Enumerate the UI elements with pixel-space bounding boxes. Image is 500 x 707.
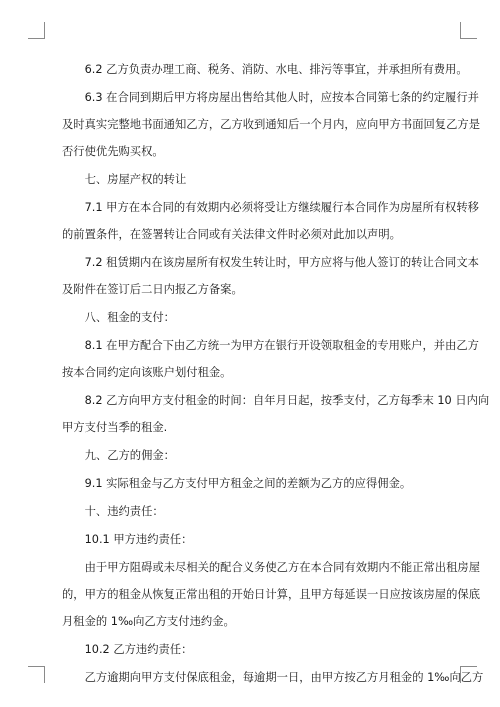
clause-7-1-line-2: 的前置条件，在签署转让合同或有关法律文件时必须对此加以声明。	[62, 228, 401, 241]
clause-7-2-line-2: 及附件在签订后二日内报乙方备案。	[62, 283, 243, 296]
clause-8-1-line-1: 8.1 在甲方配合下由乙方统一为甲方在银行开设领取租金的专用账户，并由乙方	[62, 339, 479, 352]
clause-6-3-line-3: 否行使优先购买权。	[62, 145, 164, 158]
crop-mark-top-right	[460, 22, 477, 39]
clause-8-2-line-1: 8.2 乙方向甲方支付租金的时间：自年月日起，按季支付，乙方每季末 10 日内向	[62, 394, 490, 407]
clause-6-3-line-2: 及时真实完整地书面通知乙方，乙方收到通知后一个月内，应向甲方书面回复乙方是	[62, 118, 480, 131]
clause-6-2: 6.2 乙方负责办理工商、税务、消防、水电、排污等事宜，并承担所有费用。	[62, 63, 468, 76]
clause-10-2-line-1: 乙方逾期向甲方支付保底租金，每逾期一日，由甲方按乙方月租金的 1‰向乙方	[62, 671, 484, 684]
clause-9-1: 9.1 实际租金与乙方支付甲方租金之间的差额为乙方的应得佣金。	[62, 477, 412, 490]
clause-10-1-line-2: 的，甲方的租金从恢复正常出租的开始日计算，且甲方每延误一日应按该房屋的保底	[62, 588, 480, 601]
clause-10-1-line-3: 月租金的 1‰向乙方支付违约金。	[62, 615, 235, 628]
document-page	[62, 62, 490, 685]
section-10-heading: 十、违约责任：	[62, 505, 164, 518]
clause-10-1-line-1: 由于甲方阻碍或未尽相关的配合义务使乙方在本合同有效期内不能正常出租房屋	[62, 561, 480, 574]
clause-7-1-line-1: 7.1 甲方在本合同的有效期内必须将受让方继续履行本合同作为房屋所有权转移	[62, 201, 479, 214]
clause-8-2-line-2: 甲方支付当季的租金.	[62, 421, 168, 434]
crop-mark-bottom-left	[28, 666, 45, 683]
section-9-heading: 九、乙方的佣金：	[62, 449, 175, 462]
clause-8-1-line-2: 按本合同约定向该账户划付租金。	[62, 366, 232, 379]
clause-7-2-line-1: 7.2 租赁期内在该房屋所有权发生转让时，甲方应将与他人签订的转让合同文本	[62, 256, 479, 269]
section-7-heading: 七、房屋产权的转让	[62, 173, 187, 186]
clause-10-1-heading: 10.1 甲方违约责任：	[62, 533, 193, 546]
crop-mark-top-left	[28, 22, 45, 39]
clause-10-2-heading: 10.2 乙方违约责任：	[62, 643, 193, 656]
clause-6-3-line-1: 6.3 在合同到期后甲方将房屋出售给其他人时，应按本合同第七条的约定履行并	[62, 91, 479, 104]
section-8-heading: 八、租金的支付：	[62, 311, 175, 324]
